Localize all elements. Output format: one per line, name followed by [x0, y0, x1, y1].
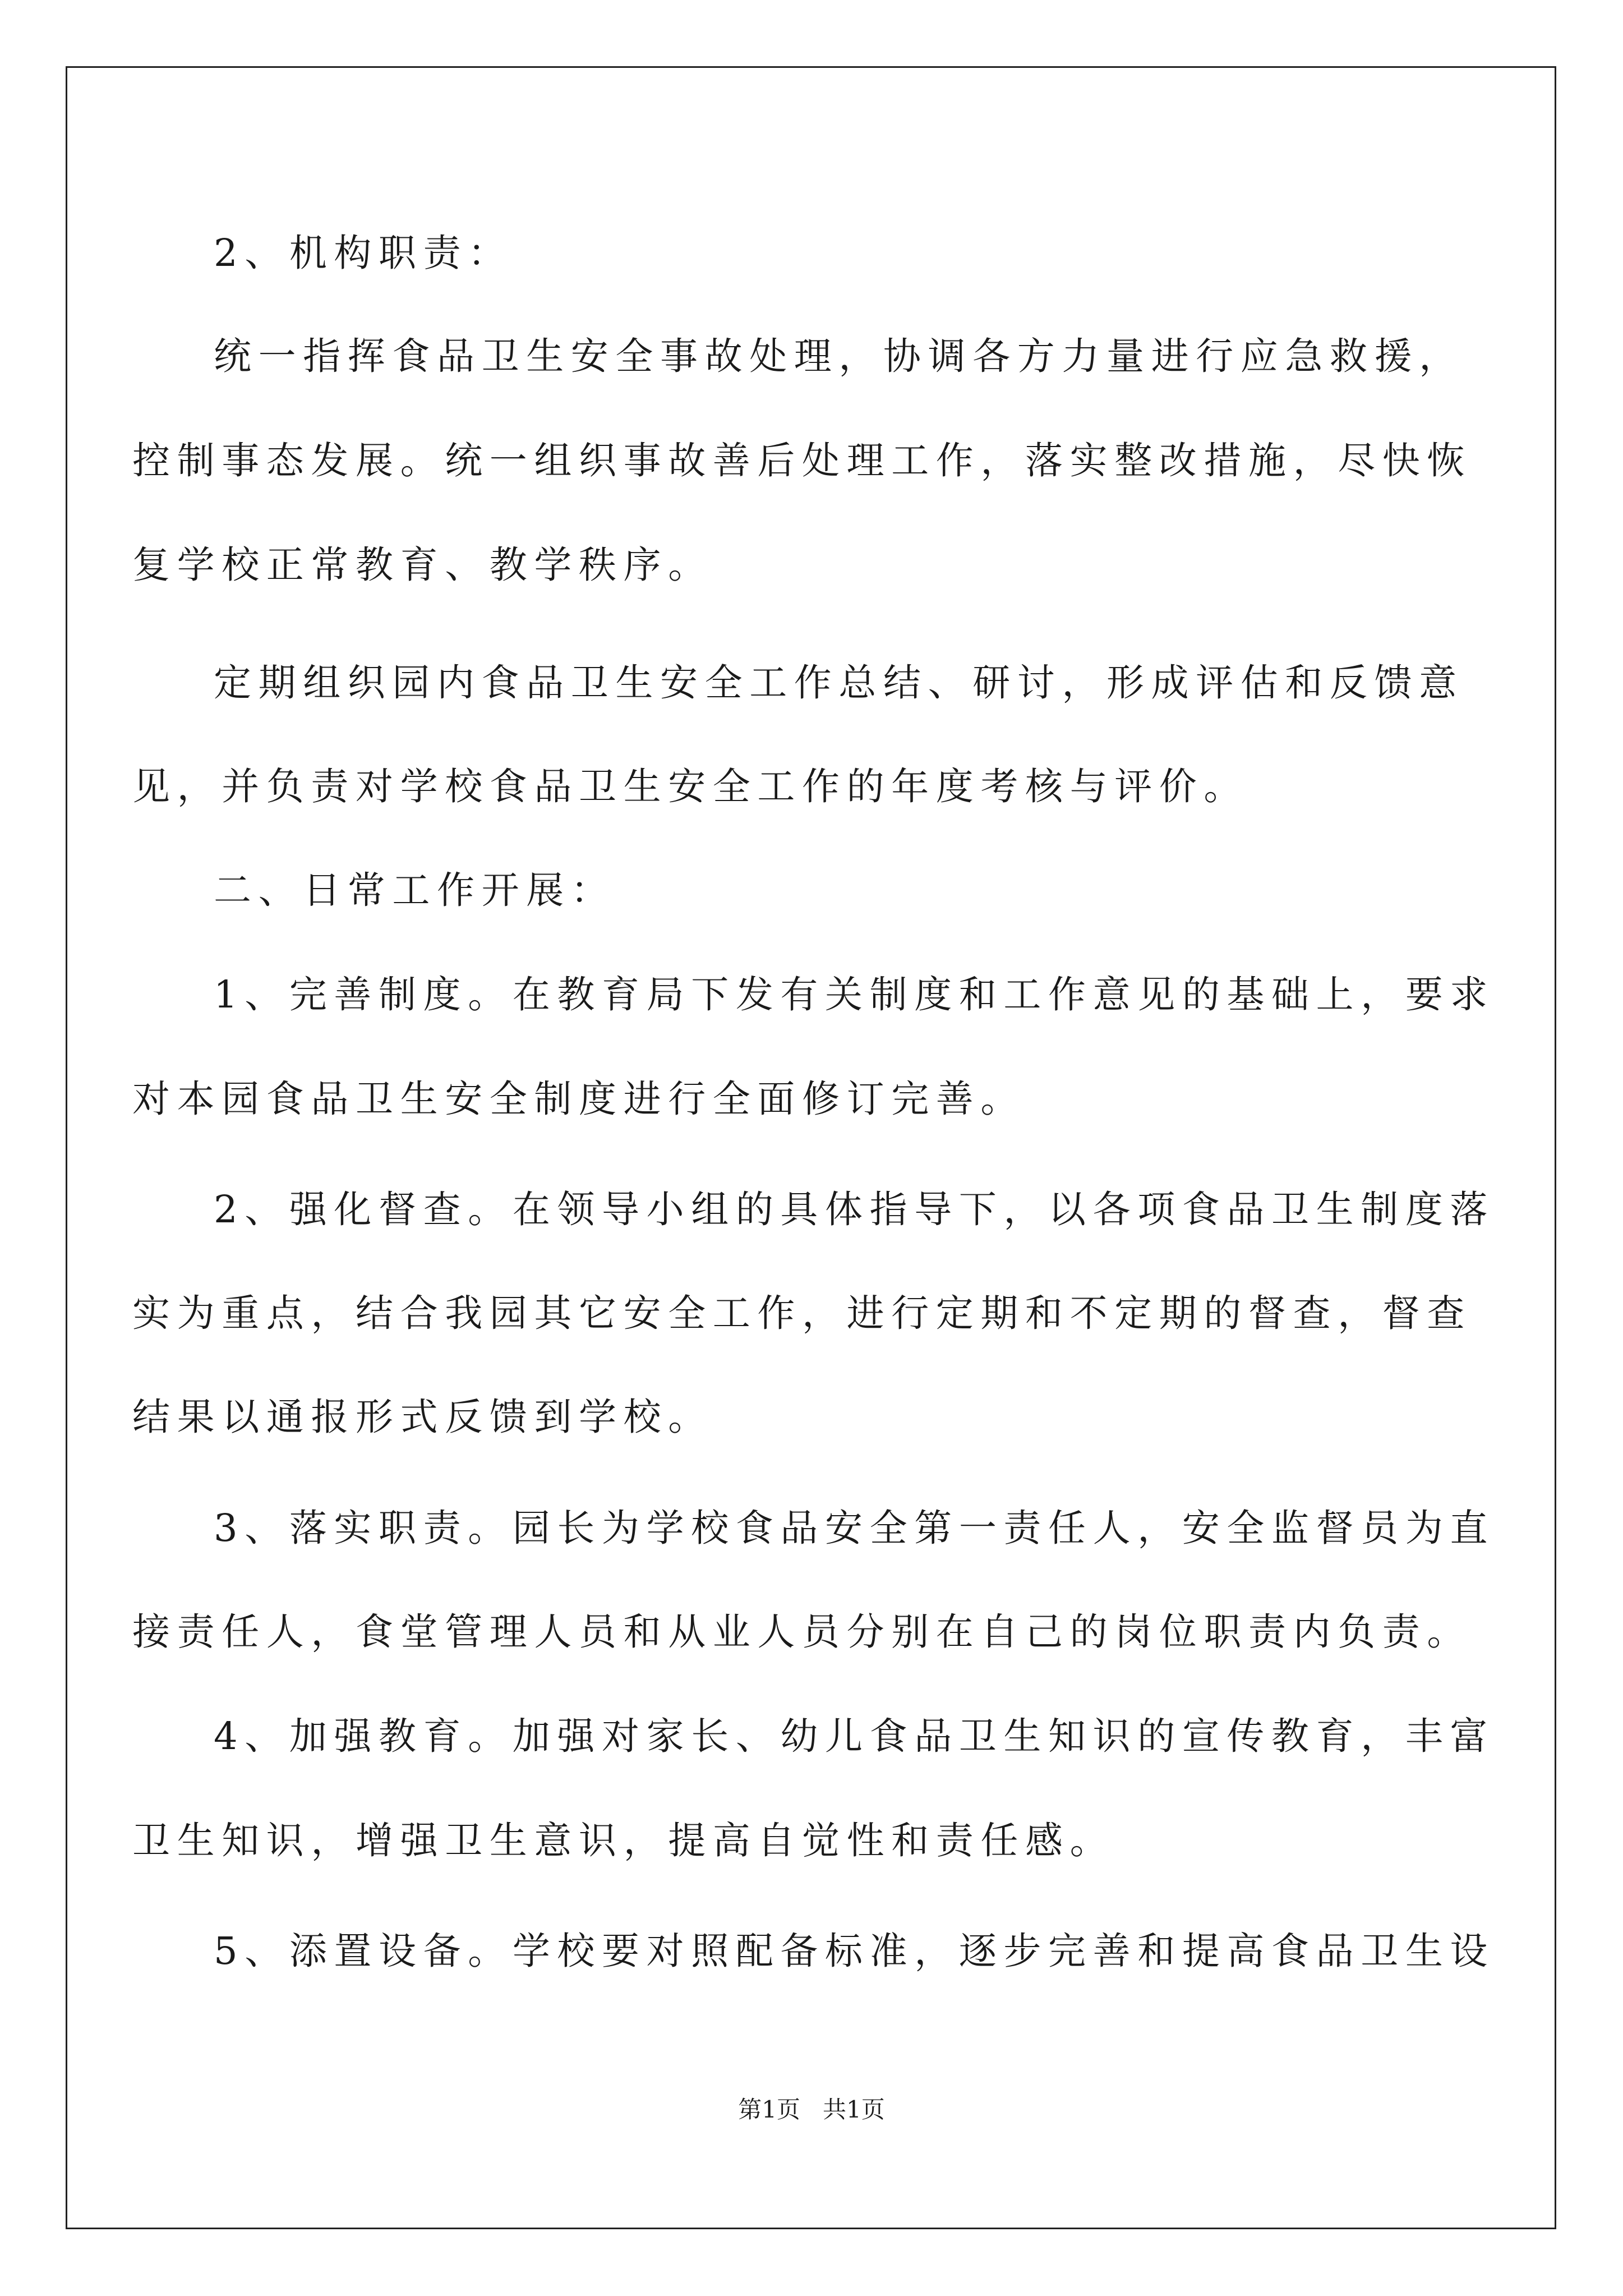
paragraph-line: 结果以通报形式反馈到学校。 — [132, 1395, 713, 1439]
paragraph-line: 4、加强教育。加强对家长、幼儿食品卫生知识的宣传教育，丰富 — [214, 1714, 1495, 1758]
paragraph-line: 接责任人，食堂管理人员和从业人员分别在自己的岗位职责内负责。 — [132, 1610, 1472, 1654]
paragraph-line: 统一指挥食品卫生安全事故处理，协调各方力量进行应急救援， — [214, 334, 1464, 378]
paragraph-line: 5、添置设备。学校要对照配备标准，逐步完善和提高食品卫生设 — [214, 1929, 1495, 1973]
paragraph-line: 控制事态发展。统一组织事故善后处理工作，落实整改措施，尽快恢 — [132, 439, 1472, 482]
section-heading-daily-work: 二、日常工作开展： — [214, 868, 616, 912]
paragraph-line: 1、完善制度。在教育局下发有关制度和工作意见的基础上，要求 — [214, 973, 1495, 1016]
page-border — [66, 66, 1556, 2229]
paragraph-line: 3、落实职责。园长为学校食品安全第一责任人，安全监督员为直 — [214, 1506, 1495, 1550]
paragraph-line: 2、强化督查。在领导小组的具体指导下，以各项食品卫生制度落 — [214, 1188, 1495, 1231]
paragraph-line: 见，并负责对学校食品卫生安全工作的年度考核与评价。 — [132, 765, 1248, 808]
paragraph-line: 定期组织园内食品卫生安全工作总结、研讨，形成评估和反馈意 — [214, 661, 1464, 705]
paragraph-line: 实为重点，结合我园其它安全工作，进行定期和不定期的督查，督查 — [132, 1291, 1472, 1335]
paragraph-line: 卫生知识，增强卫生意识，提高自觉性和责任感。 — [132, 1819, 1115, 1862]
paragraph-line: 对本园食品卫生安全制度进行全面修订完善。 — [132, 1077, 1025, 1121]
section-heading-duties: 2、机构职责： — [214, 231, 513, 275]
paragraph-line: 复学校正常教育、教学秩序。 — [132, 543, 713, 587]
page-number-footer: 第1页 共1页 — [738, 2096, 885, 2123]
